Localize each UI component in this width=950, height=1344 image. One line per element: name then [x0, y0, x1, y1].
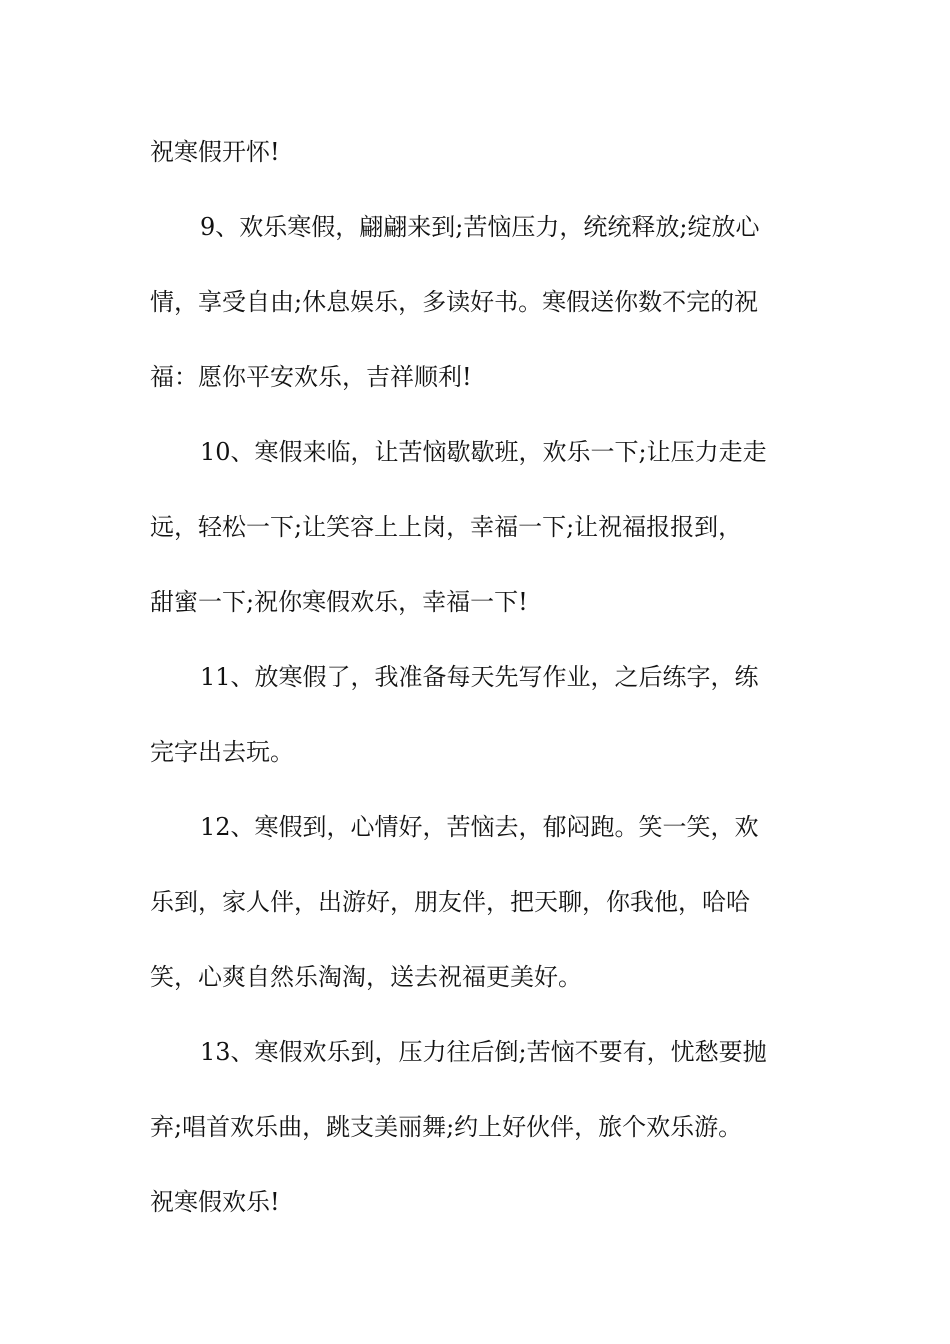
text-line: 乐到，家人伴，出游好，朋友伴，把天聊，你我他，哈哈	[150, 888, 750, 916]
paragraph-10-start: 10、寒假来临，让苦恼歇歇班，欢乐一下;让压力走走	[200, 438, 767, 466]
text-line: 笑，心爽自然乐淘淘，送去祝福更美好。	[150, 963, 582, 991]
document-body	[150, 115, 802, 1240]
text-line: 弃;唱首欢乐曲，跳支美丽舞;约上好伙伴，旅个欢乐游。	[150, 1113, 743, 1141]
paragraph-13-start: 13、寒假欢乐到，压力往后倒;苦恼不要有，忧愁要抛	[200, 1038, 767, 1066]
text-line: 远，轻松一下;让笑容上上岗，幸福一下;让祝福报报到，	[150, 513, 743, 541]
text-line: 祝寒假开怀!	[150, 138, 280, 166]
text-line: 情，享受自由;休息娱乐，多读好书。寒假送你数不完的祝	[150, 288, 759, 316]
paragraph-9-start: 9、欢乐寒假，翩翩来到;苦恼压力，统统释放;绽放心	[200, 213, 760, 241]
text-line: 完字出去玩。	[150, 738, 294, 766]
paragraph-11-start: 11、放寒假了，我准备每天先写作业，之后练字，练	[200, 663, 759, 691]
text-line: 甜蜜一下;祝你寒假欢乐，幸福一下!	[150, 588, 528, 616]
text-line: 祝寒假欢乐!	[150, 1188, 280, 1216]
paragraph-12-start: 12、寒假到，心情好，苦恼去，郁闷跑。笑一笑，欢	[200, 813, 759, 841]
text-line: 福：愿你平安欢乐，吉祥顺利!	[150, 363, 472, 391]
